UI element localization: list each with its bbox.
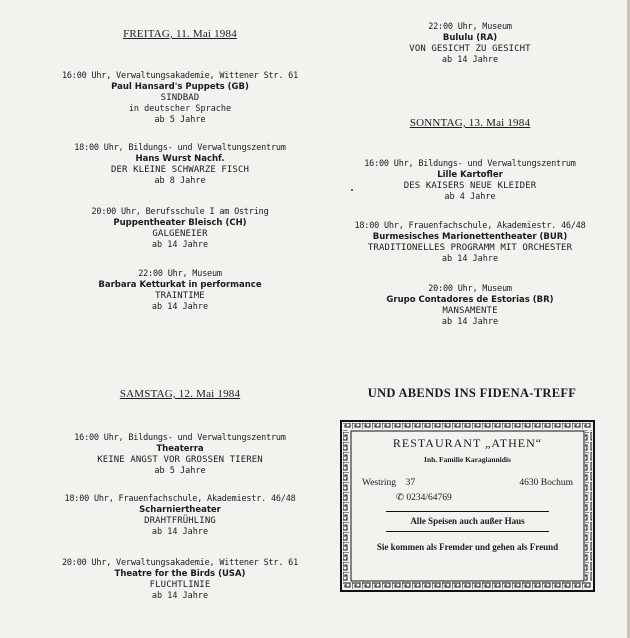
event-title: FLUCHTLINIE xyxy=(149,580,211,590)
event-time: 20:00 Uhr, Verwaltungsakademie, Wittener Str. 61 xyxy=(61,558,299,568)
event-age: ab 14 Jahre xyxy=(441,55,499,65)
event-title: SINDBAD xyxy=(160,93,200,103)
event-title: GALGENEIER xyxy=(152,229,208,239)
phone-row xyxy=(356,492,579,503)
takeaway-offer: Alle Speisen auch außer Haus xyxy=(410,516,525,526)
event-title: TRAINTIME xyxy=(155,291,205,301)
event-note: in deutscher Sprache xyxy=(128,104,232,114)
event-friday-1 xyxy=(40,71,320,126)
friday-heading: FREITAG, 11. Mai 1984 xyxy=(123,28,237,40)
event-saturday-4 xyxy=(330,22,610,66)
event-performer: Theatre for the Birds (USA) xyxy=(114,569,246,579)
evening-heading: UND ABENDS INS FIDENA-TREFF xyxy=(367,386,577,400)
street xyxy=(362,478,415,488)
restaurant-name: RESTAURANT „ATHEN“ xyxy=(392,436,543,450)
event-time: 22:00 Uhr, Museum xyxy=(138,269,222,279)
event-title: KEINE ANGST VOR GROSSEN TIEREN xyxy=(97,455,263,465)
event-performer: Barbara Ketturkat in performance xyxy=(98,280,262,290)
event-title: TRADITIONELLES PROGRAMM MIT ORCHESTER xyxy=(367,243,573,253)
event-time: 20:00 Uhr, Berufsschule I am Ostring xyxy=(91,207,269,217)
event-age: ab 14 Jahre xyxy=(151,527,209,537)
event-age: ab 8 Jahre xyxy=(154,176,206,186)
event-performer: Burmesisches Marionettentheater (BUR) xyxy=(372,232,568,242)
city: 4630 Bochum xyxy=(519,478,573,488)
saturday-heading: SAMSTAG, 12. Mai 1984 xyxy=(119,388,241,400)
event-age: ab 5 Jahre xyxy=(154,115,206,125)
sunday-heading: SONNTAG, 13. Mai 1984 xyxy=(409,117,531,129)
phone-number: 0234/64769 xyxy=(406,493,452,503)
event-performer: Hans Wurst Nachf. xyxy=(135,154,225,164)
event-saturday-3 xyxy=(40,558,320,602)
event-time: 18:00 Uhr, Frauenfachschule, Akademiestr. 46/48 xyxy=(354,221,586,231)
event-performer: Theaterra xyxy=(156,444,204,454)
event-performer: Lille Kartofler xyxy=(437,170,503,180)
event-title: DRAHTFRÜHLING xyxy=(144,516,216,526)
event-age: ab 14 Jahre xyxy=(441,317,499,327)
event-performer: Paul Hansard's Puppets (GB) xyxy=(111,82,249,92)
event-age: ab 5 Jahre xyxy=(154,466,206,476)
restaurant-owner: Inh. Familie Karagiannidis xyxy=(424,455,511,464)
event-age: ab 14 Jahre xyxy=(151,240,209,250)
event-time: 22:00 Uhr, Museum xyxy=(428,22,512,32)
event-time: 18:00 Uhr, Frauenfachschule, Akademiestr. 46/48 xyxy=(64,494,296,504)
event-performer: Grupo Contadores de Estorias (BR) xyxy=(386,295,554,305)
event-sunday-2 xyxy=(330,221,610,265)
event-friday-4 xyxy=(40,269,320,313)
event-friday-2 xyxy=(40,143,320,187)
event-saturday-1 xyxy=(40,433,320,477)
event-performer: Bululu (RA) xyxy=(442,33,498,43)
event-age: ab 14 Jahre xyxy=(441,254,499,264)
restaurant-advert xyxy=(340,420,595,592)
event-performer: Puppentheater Bleisch (CH) xyxy=(113,218,247,228)
event-sunday-3 xyxy=(330,284,610,328)
phone-icon: ✆ xyxy=(396,493,404,503)
print-speck xyxy=(351,189,353,191)
event-title: DES KAISERS NEUE KLEIDER xyxy=(403,181,537,191)
event-time: 16:00 Uhr, Verwaltungsakademie, Wittener Str. 61 xyxy=(61,71,299,81)
event-age: ab 14 Jahre xyxy=(151,591,209,601)
event-age: ab 14 Jahre xyxy=(151,302,209,312)
event-time: 18:00 Uhr, Bildungs- und Verwaltungszentrum xyxy=(74,143,286,153)
divider xyxy=(386,511,549,512)
event-time: 16:00 Uhr, Bildungs- und Verwaltungszentrum xyxy=(74,433,286,443)
event-saturday-2 xyxy=(40,494,320,538)
restaurant-slogan: Sie kommen als Fremder und gehen als Freund xyxy=(376,542,559,552)
event-title: DER KLEINE SCHWARZE FISCH xyxy=(111,165,249,175)
street-number: 37 xyxy=(405,478,416,488)
street-name: Westring xyxy=(362,478,397,488)
event-age: ab 4 Jahre xyxy=(444,192,496,202)
event-friday-3 xyxy=(40,207,320,251)
event-sunday-1 xyxy=(330,159,610,203)
event-time: 16:00 Uhr, Bildungs- und Verwaltungszentrum xyxy=(364,159,576,169)
address-row xyxy=(356,478,579,488)
event-title: VON GESICHT ZU GESICHT xyxy=(409,44,531,54)
divider xyxy=(386,531,549,532)
event-title: MANSAMENTE xyxy=(442,306,498,316)
event-time: 20:00 Uhr, Museum xyxy=(428,284,512,294)
event-performer: Scharniertheater xyxy=(139,505,221,515)
advert-content xyxy=(356,434,579,578)
